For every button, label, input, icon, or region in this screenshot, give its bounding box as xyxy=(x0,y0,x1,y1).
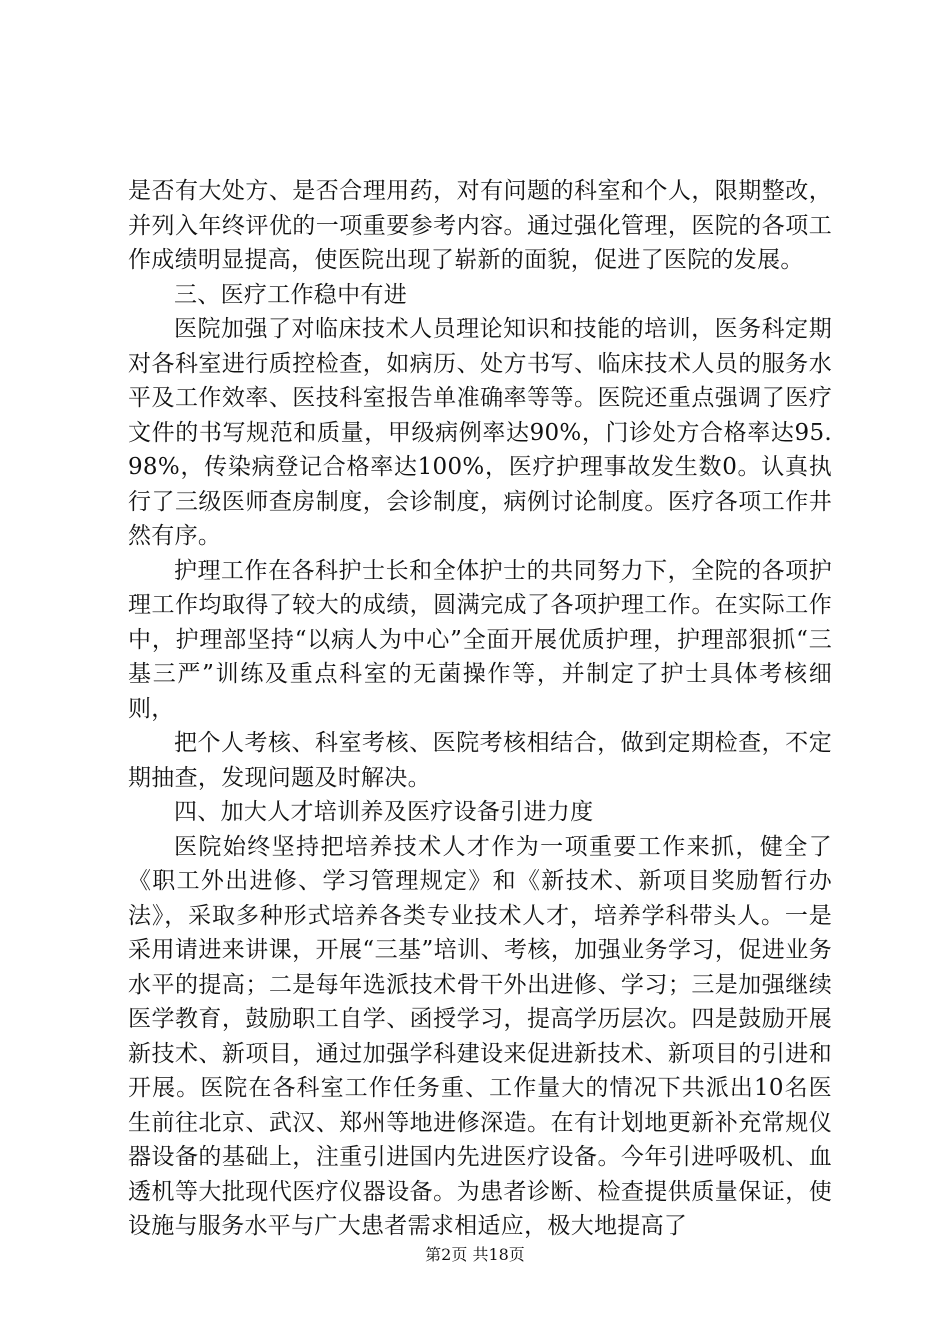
paragraph-medical-work: 医院加强了对临床技术人员理论知识和技能的培训，医务科定期对各科室进行质控检查，如病历、处方书写、临床技术人员的服务水平及工作效率、医技科室报告单准确率等等。医院还重点强调了医疗文件的书写规范和质量，甲级病例率达90%，门诊处方合格率达95.98%，传染病登记合格率达100%，医疗护理事故发生数0。认真执行了三级医师查房制度，会诊制度，病例讨论制度。医疗各项工作井然有序。 xyxy=(128,316,832,549)
paragraph-talent-training: 医院始终坚持把培养技术人才作为一项重要工作来抓，健全了《职工外出进修、学习管理规定》和《新技术、新项目奖励暂行办法》，采取多种形式培养各类专业技术人才，培养学科带头人。一是采用请进来讲课，开展“三基”培训、考核，加强业务学习，促进业务水平的提高；二是每年选派技术骨干外出进修、学习；三是加强继续医学教育，鼓励职工自学、函授学习，提高学历层次。四是鼓励开展新技术、新项目，通过加强学科建设来促进新技术、新项目的引进和开展。医院在各科室工作任务重、工作量大的情况下共派出10名医生前往北京、武汉、郑州等地进修深造。在有计划地更新补充常规仪器设备的基础上，注重引进国内先进医疗设备。今年引进呼吸机、血透机等大批现代医疗仪器设备。为患者诊断、检查提供质量保证，使设施与服务水平与广大患者需求相适应，极大地提高了 xyxy=(128,833,832,1239)
section-heading-3: 三、医疗工作稳中有进 xyxy=(174,281,407,308)
section-heading-4: 四、加大人才培训养及医疗设备引进力度 xyxy=(174,799,594,825)
paragraph-assessment: 把个人考核、科室考核、医院考核相结合，做到定期检查，不定期抽查，发现问题及时解决。 xyxy=(128,730,832,791)
document-body xyxy=(128,174,832,1244)
paragraph-1: 是否有大处方、是否合理用药，对有问题的科室和个人，限期整改，并列入年终评优的一项重要参考内容。通过强化管理，医院的各项工作成绩明显提高，使医院出现了崭新的面貌，促进了医院的发展。 xyxy=(128,178,832,273)
page-number-footer: 第2页 共18页 xyxy=(425,1245,525,1264)
paragraph-nursing-work: 护理工作在各科护士长和全体护士的共同努力下，全院的各项护理工作均取得了较大的成绩，圆满完成了各项护理工作。在实际工作中，护理部坚持“以病人为中心”全面开展优质护理，护理部狠抓“三基三严”训练及重点科室的无菌操作等，并制定了护士具体考核细则， xyxy=(128,557,832,722)
